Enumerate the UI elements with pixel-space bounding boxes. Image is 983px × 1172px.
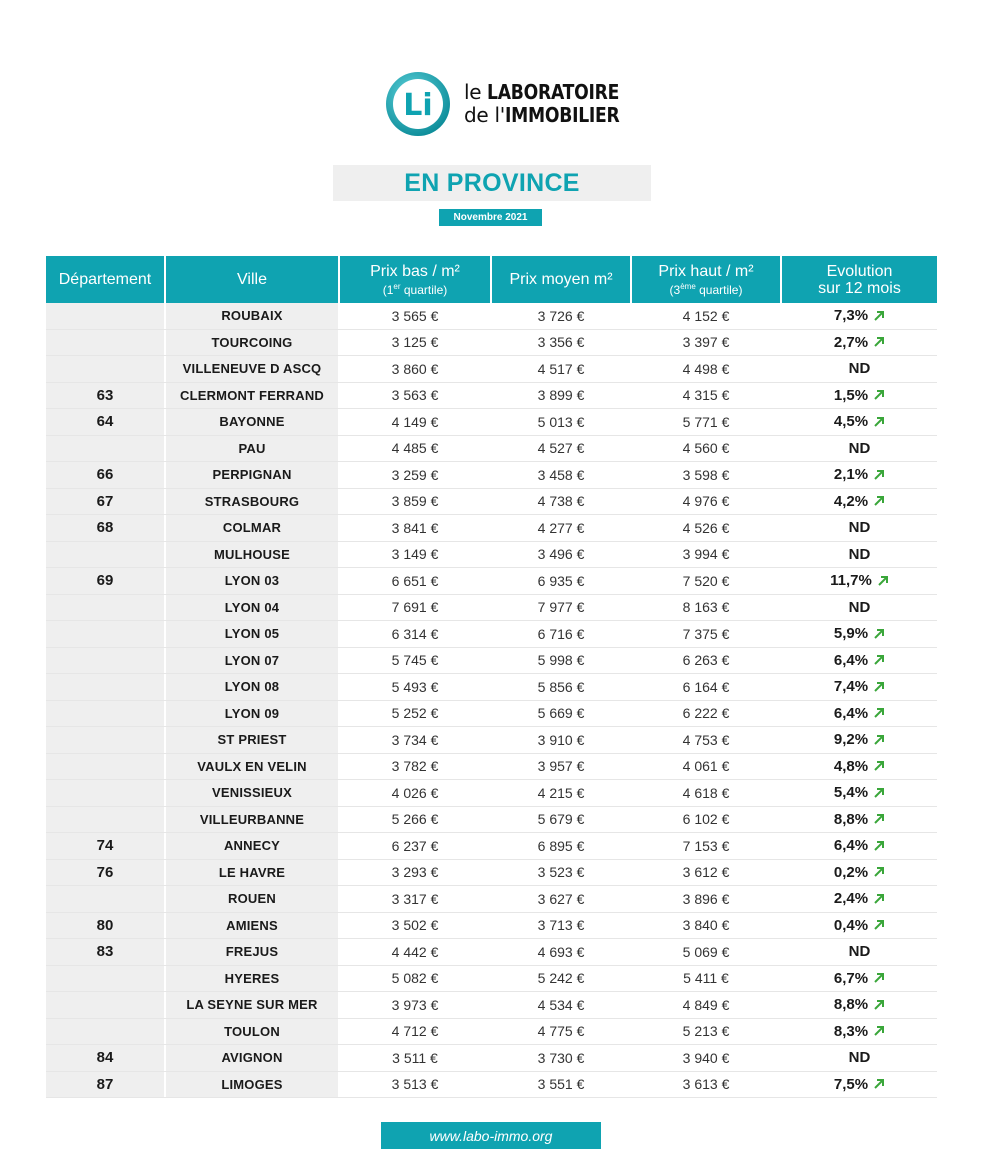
cell-high: 6 102 € — [632, 807, 782, 833]
cell-evolution — [782, 515, 937, 541]
table-row — [46, 595, 937, 622]
page-title-box — [333, 165, 651, 201]
cell-dept — [46, 330, 166, 356]
table-row — [46, 860, 937, 887]
cell-high: 7 520 € — [632, 568, 782, 594]
cell-high: 5 771 € — [632, 409, 782, 435]
cell-avg: 4 517 € — [492, 356, 632, 382]
cell-avg: 4 277 € — [492, 515, 632, 541]
page-title: EN PROVINCE — [404, 168, 580, 197]
cell-high: 8 163 € — [632, 595, 782, 621]
table-row — [46, 462, 937, 489]
cell-dept: 63 — [46, 383, 166, 409]
cell-avg: 5 679 € — [492, 807, 632, 833]
cell-low: 3 513 € — [340, 1072, 492, 1098]
cell-low: 3 973 € — [340, 992, 492, 1018]
cell-evolution — [782, 542, 937, 568]
cell-high: 3 612 € — [632, 860, 782, 886]
logo-wordmark — [464, 81, 641, 127]
evolution-value: 7,4% — [833, 678, 869, 696]
cell-dept: 80 — [46, 913, 166, 939]
cell-city: BAYONNE — [166, 409, 340, 435]
evolution-value: 7,3% — [833, 307, 869, 325]
cell-avg: 3 496 € — [492, 542, 632, 568]
cell-dept — [46, 727, 166, 753]
evolution-value: 4,5% — [833, 413, 869, 431]
cell-low: 7 691 € — [340, 595, 492, 621]
cell-evolution — [782, 966, 937, 992]
cell-dept — [46, 648, 166, 674]
cell-high: 6 222 € — [632, 701, 782, 727]
cell-low: 3 782 € — [340, 754, 492, 780]
cell-evolution — [782, 992, 937, 1018]
cell-city: LYON 05 — [166, 621, 340, 647]
cell-high: 3 598 € — [632, 462, 782, 488]
cell-high: 3 840 € — [632, 913, 782, 939]
table-body — [46, 303, 937, 1098]
evolution-value: 8,3% — [833, 1022, 869, 1040]
cell-evolution — [782, 409, 937, 435]
cell-low: 3 860 € — [340, 356, 492, 382]
table-row — [46, 1045, 937, 1072]
cell-dept — [46, 754, 166, 780]
table-row — [46, 436, 937, 463]
cell-high: 6 164 € — [632, 674, 782, 700]
cell-avg: 4 534 € — [492, 992, 632, 1018]
cell-dept — [46, 807, 166, 833]
cell-dept: 69 — [46, 568, 166, 594]
table-row — [46, 886, 937, 913]
cell-avg: 3 523 € — [492, 860, 632, 886]
arrow-up-right-icon — [873, 336, 885, 348]
cell-high: 3 397 € — [632, 330, 782, 356]
cell-evolution — [782, 648, 937, 674]
cell-avg: 6 716 € — [492, 621, 632, 647]
arrow-up-right-icon — [873, 707, 885, 719]
cell-dept: 87 — [46, 1072, 166, 1098]
evolution-value: 2,4% — [833, 890, 869, 908]
cell-high: 5 411 € — [632, 966, 782, 992]
table-row — [46, 674, 937, 701]
cell-evolution — [782, 674, 937, 700]
logo-line2-small: de l' — [464, 103, 505, 127]
arrow-up-right-icon — [873, 389, 885, 401]
cell-avg: 3 713 € — [492, 913, 632, 939]
cell-high: 4 618 € — [632, 780, 782, 806]
cell-dept — [46, 1019, 166, 1045]
cell-avg: 4 693 € — [492, 939, 632, 965]
cell-avg: 5 856 € — [492, 674, 632, 700]
cell-dept — [46, 992, 166, 1018]
evolution-value: 6,4% — [833, 704, 869, 722]
arrow-up-right-icon — [873, 416, 885, 428]
cell-low: 3 565 € — [340, 303, 492, 329]
evolution-value: 8,8% — [833, 996, 869, 1014]
cell-city: LYON 08 — [166, 674, 340, 700]
cell-low: 3 841 € — [340, 515, 492, 541]
cell-dept — [46, 356, 166, 382]
cell-low: 4 485 € — [340, 436, 492, 462]
logo-mark-letters: Li — [403, 88, 433, 123]
date-badge: Novembre 2021 — [439, 209, 542, 226]
cell-evolution — [782, 1019, 937, 1045]
cell-city: TOULON — [166, 1019, 340, 1045]
table-row — [46, 780, 937, 807]
cell-city: ST PRIEST — [166, 727, 340, 753]
price-table — [46, 256, 937, 1098]
cell-avg: 3 957 € — [492, 754, 632, 780]
table-row — [46, 568, 937, 595]
cell-city: ROUBAIX — [166, 303, 340, 329]
evolution-value: 1,5% — [833, 386, 869, 404]
table-row — [46, 727, 937, 754]
cell-evolution — [782, 356, 937, 382]
evolution-value: 2,1% — [833, 466, 869, 484]
cell-evolution — [782, 568, 937, 594]
cell-evolution — [782, 489, 937, 515]
cell-evolution — [782, 886, 937, 912]
table-row — [46, 356, 937, 383]
cell-high: 3 613 € — [632, 1072, 782, 1098]
cell-city: LYON 07 — [166, 648, 340, 674]
cell-evolution — [782, 727, 937, 753]
cell-low: 6 237 € — [340, 833, 492, 859]
cell-city: LYON 03 — [166, 568, 340, 594]
cell-high: 7 375 € — [632, 621, 782, 647]
arrow-up-right-icon — [873, 469, 885, 481]
website-link[interactable]: www.labo-immo.org — [381, 1122, 601, 1149]
cell-high: 5 213 € — [632, 1019, 782, 1045]
cell-high: 6 263 € — [632, 648, 782, 674]
table-row — [46, 701, 937, 728]
header-evolution: Evolution sur 12 mois — [818, 262, 901, 297]
cell-dept: 64 — [46, 409, 166, 435]
cell-low: 3 511 € — [340, 1045, 492, 1071]
cell-evolution — [782, 807, 937, 833]
table-row — [46, 754, 937, 781]
evolution-value: 5,9% — [833, 625, 869, 643]
cell-city: FREJUS — [166, 939, 340, 965]
header-avg-price: Prix moyen m² — [492, 256, 632, 303]
arrow-up-right-icon — [873, 760, 885, 772]
arrow-up-right-icon — [873, 813, 885, 825]
cell-high: 3 940 € — [632, 1045, 782, 1071]
cell-evolution — [782, 780, 937, 806]
evolution-value: 0,2% — [833, 863, 869, 881]
cell-low: 3 125 € — [340, 330, 492, 356]
cell-evolution — [782, 860, 937, 886]
cell-evolution — [782, 939, 937, 965]
arrow-up-right-icon — [873, 919, 885, 931]
logo-line1-small: le — [464, 80, 488, 104]
cell-low: 5 266 € — [340, 807, 492, 833]
logo — [384, 70, 624, 140]
cell-city: VILLENEUVE D ASCQ — [166, 356, 340, 382]
cell-low: 4 712 € — [340, 1019, 492, 1045]
evolution-value: 6,7% — [833, 969, 869, 987]
cell-city: CLERMONT FERRAND — [166, 383, 340, 409]
cell-city: LYON 04 — [166, 595, 340, 621]
arrow-up-right-icon — [873, 787, 885, 799]
cell-evolution — [782, 1045, 937, 1071]
table-row — [46, 648, 937, 675]
cell-high: 5 069 € — [632, 939, 782, 965]
cell-evolution — [782, 913, 937, 939]
evolution-value: 4,2% — [833, 492, 869, 510]
cell-city: HYERES — [166, 966, 340, 992]
logo-line2-big: IMMOBILIER — [504, 103, 620, 127]
cell-high: 3 994 € — [632, 542, 782, 568]
evolution-value: ND — [848, 360, 871, 378]
cell-low: 6 651 € — [340, 568, 492, 594]
cell-avg: 4 738 € — [492, 489, 632, 515]
header-city: Ville — [166, 256, 340, 303]
cell-low: 3 259 € — [340, 462, 492, 488]
cell-avg: 6 895 € — [492, 833, 632, 859]
cell-avg: 3 899 € — [492, 383, 632, 409]
cell-city: LIMOGES — [166, 1072, 340, 1098]
cell-low: 4 026 € — [340, 780, 492, 806]
cell-high: 4 976 € — [632, 489, 782, 515]
header-low-price: Prix bas / m² (1er quartile) — [340, 256, 492, 303]
table-row — [46, 383, 937, 410]
cell-city: AVIGNON — [166, 1045, 340, 1071]
cell-high: 7 153 € — [632, 833, 782, 859]
cell-high: 4 753 € — [632, 727, 782, 753]
table-row — [46, 515, 937, 542]
table-row — [46, 542, 937, 569]
cell-low: 3 859 € — [340, 489, 492, 515]
cell-dept — [46, 436, 166, 462]
cell-evolution — [782, 436, 937, 462]
evolution-value: 7,5% — [833, 1075, 869, 1093]
evolution-value: 6,4% — [833, 651, 869, 669]
cell-city: PAU — [166, 436, 340, 462]
cell-city: VENISSIEUX — [166, 780, 340, 806]
cell-low: 3 149 € — [340, 542, 492, 568]
table-row — [46, 621, 937, 648]
cell-high: 4 526 € — [632, 515, 782, 541]
cell-dept: 67 — [46, 489, 166, 515]
table-row — [46, 330, 937, 357]
evolution-value: 9,2% — [833, 731, 869, 749]
evolution-value: ND — [848, 439, 871, 457]
arrow-up-right-icon — [873, 1025, 885, 1037]
arrow-up-right-icon — [873, 681, 885, 693]
cell-high: 4 849 € — [632, 992, 782, 1018]
evolution-value: 6,4% — [833, 837, 869, 855]
cell-dept — [46, 621, 166, 647]
cell-high: 3 896 € — [632, 886, 782, 912]
cell-city: AMIENS — [166, 913, 340, 939]
cell-avg: 3 356 € — [492, 330, 632, 356]
cell-evolution — [782, 383, 937, 409]
table-row — [46, 992, 937, 1019]
evolution-value: 4,8% — [833, 757, 869, 775]
arrow-up-right-icon — [873, 1078, 885, 1090]
cell-low: 3 317 € — [340, 886, 492, 912]
cell-low: 5 082 € — [340, 966, 492, 992]
arrow-up-right-icon — [873, 495, 885, 507]
arrow-up-right-icon — [873, 628, 885, 640]
table-header — [46, 256, 937, 303]
cell-low: 5 745 € — [340, 648, 492, 674]
cell-evolution — [782, 462, 937, 488]
table-row — [46, 913, 937, 940]
cell-avg: 7 977 € — [492, 595, 632, 621]
cell-city: STRASBOURG — [166, 489, 340, 515]
cell-city: VILLEURBANNE — [166, 807, 340, 833]
header-dept: Département — [46, 256, 166, 303]
cell-low: 4 442 € — [340, 939, 492, 965]
table-row — [46, 939, 937, 966]
cell-avg: 3 910 € — [492, 727, 632, 753]
cell-dept — [46, 595, 166, 621]
evolution-value: 2,7% — [833, 333, 869, 351]
cell-high: 4 498 € — [632, 356, 782, 382]
cell-avg: 4 215 € — [492, 780, 632, 806]
table-row — [46, 1019, 937, 1046]
cell-avg: 4 775 € — [492, 1019, 632, 1045]
cell-dept: 83 — [46, 939, 166, 965]
cell-low: 6 314 € — [340, 621, 492, 647]
cell-low: 3 734 € — [340, 727, 492, 753]
cell-avg: 5 669 € — [492, 701, 632, 727]
cell-city: MULHOUSE — [166, 542, 340, 568]
cell-low: 3 563 € — [340, 383, 492, 409]
cell-avg: 3 551 € — [492, 1072, 632, 1098]
cell-evolution — [782, 303, 937, 329]
cell-avg: 3 730 € — [492, 1045, 632, 1071]
evolution-value: ND — [848, 598, 871, 616]
cell-dept: 66 — [46, 462, 166, 488]
cell-avg: 5 013 € — [492, 409, 632, 435]
arrow-up-right-icon — [873, 734, 885, 746]
cell-city: LA SEYNE SUR MER — [166, 992, 340, 1018]
cell-high: 4 152 € — [632, 303, 782, 329]
evolution-value: 8,8% — [833, 810, 869, 828]
cell-evolution — [782, 833, 937, 859]
logo-mark-icon — [384, 70, 452, 138]
cell-dept: 84 — [46, 1045, 166, 1071]
cell-evolution — [782, 701, 937, 727]
cell-city: PERPIGNAN — [166, 462, 340, 488]
cell-city: ROUEN — [166, 886, 340, 912]
cell-avg: 6 935 € — [492, 568, 632, 594]
cell-avg: 5 242 € — [492, 966, 632, 992]
evolution-value: ND — [848, 1049, 871, 1067]
arrow-up-right-icon — [873, 999, 885, 1011]
cell-avg: 3 726 € — [492, 303, 632, 329]
cell-city: ANNECY — [166, 833, 340, 859]
arrow-up-right-icon — [873, 654, 885, 666]
arrow-up-right-icon — [873, 893, 885, 905]
cell-evolution — [782, 621, 937, 647]
cell-dept — [46, 886, 166, 912]
table-row — [46, 489, 937, 516]
cell-low: 3 293 € — [340, 860, 492, 886]
table-row — [46, 966, 937, 993]
cell-high: 4 560 € — [632, 436, 782, 462]
cell-evolution — [782, 754, 937, 780]
table-row — [46, 1072, 937, 1099]
cell-avg: 4 527 € — [492, 436, 632, 462]
table-row — [46, 303, 937, 330]
cell-low: 4 149 € — [340, 409, 492, 435]
cell-evolution — [782, 1072, 937, 1098]
evolution-value: ND — [848, 943, 871, 961]
cell-city: TOURCOING — [166, 330, 340, 356]
cell-high: 4 061 € — [632, 754, 782, 780]
cell-dept — [46, 674, 166, 700]
header-high-price: Prix haut / m² (3ème quartile) — [632, 256, 782, 303]
cell-dept — [46, 780, 166, 806]
cell-evolution — [782, 330, 937, 356]
table-row — [46, 807, 937, 834]
cell-low: 5 252 € — [340, 701, 492, 727]
evolution-value: ND — [848, 519, 871, 537]
cell-city: COLMAR — [166, 515, 340, 541]
evolution-value: ND — [848, 545, 871, 563]
cell-avg: 5 998 € — [492, 648, 632, 674]
table-row — [46, 409, 937, 436]
cell-avg: 3 458 € — [492, 462, 632, 488]
cell-city: LYON 09 — [166, 701, 340, 727]
cell-high: 4 315 € — [632, 383, 782, 409]
logo-line1-big: LABORATOIRE — [487, 80, 620, 104]
cell-dept — [46, 542, 166, 568]
cell-dept — [46, 966, 166, 992]
cell-dept — [46, 701, 166, 727]
evolution-value: 0,4% — [833, 916, 869, 934]
cell-dept: 76 — [46, 860, 166, 886]
cell-dept: 74 — [46, 833, 166, 859]
evolution-value: 11,7% — [830, 572, 872, 590]
cell-dept — [46, 303, 166, 329]
table-row — [46, 833, 937, 860]
cell-dept: 68 — [46, 515, 166, 541]
cell-city: VAULX EN VELIN — [166, 754, 340, 780]
arrow-up-right-icon — [877, 575, 889, 587]
arrow-up-right-icon — [873, 840, 885, 852]
cell-low: 5 493 € — [340, 674, 492, 700]
cell-evolution — [782, 595, 937, 621]
cell-avg: 3 627 € — [492, 886, 632, 912]
arrow-up-right-icon — [873, 310, 885, 322]
cell-low: 3 502 € — [340, 913, 492, 939]
arrow-up-right-icon — [873, 972, 885, 984]
evolution-value: 5,4% — [833, 784, 869, 802]
cell-city: LE HAVRE — [166, 860, 340, 886]
arrow-up-right-icon — [873, 866, 885, 878]
